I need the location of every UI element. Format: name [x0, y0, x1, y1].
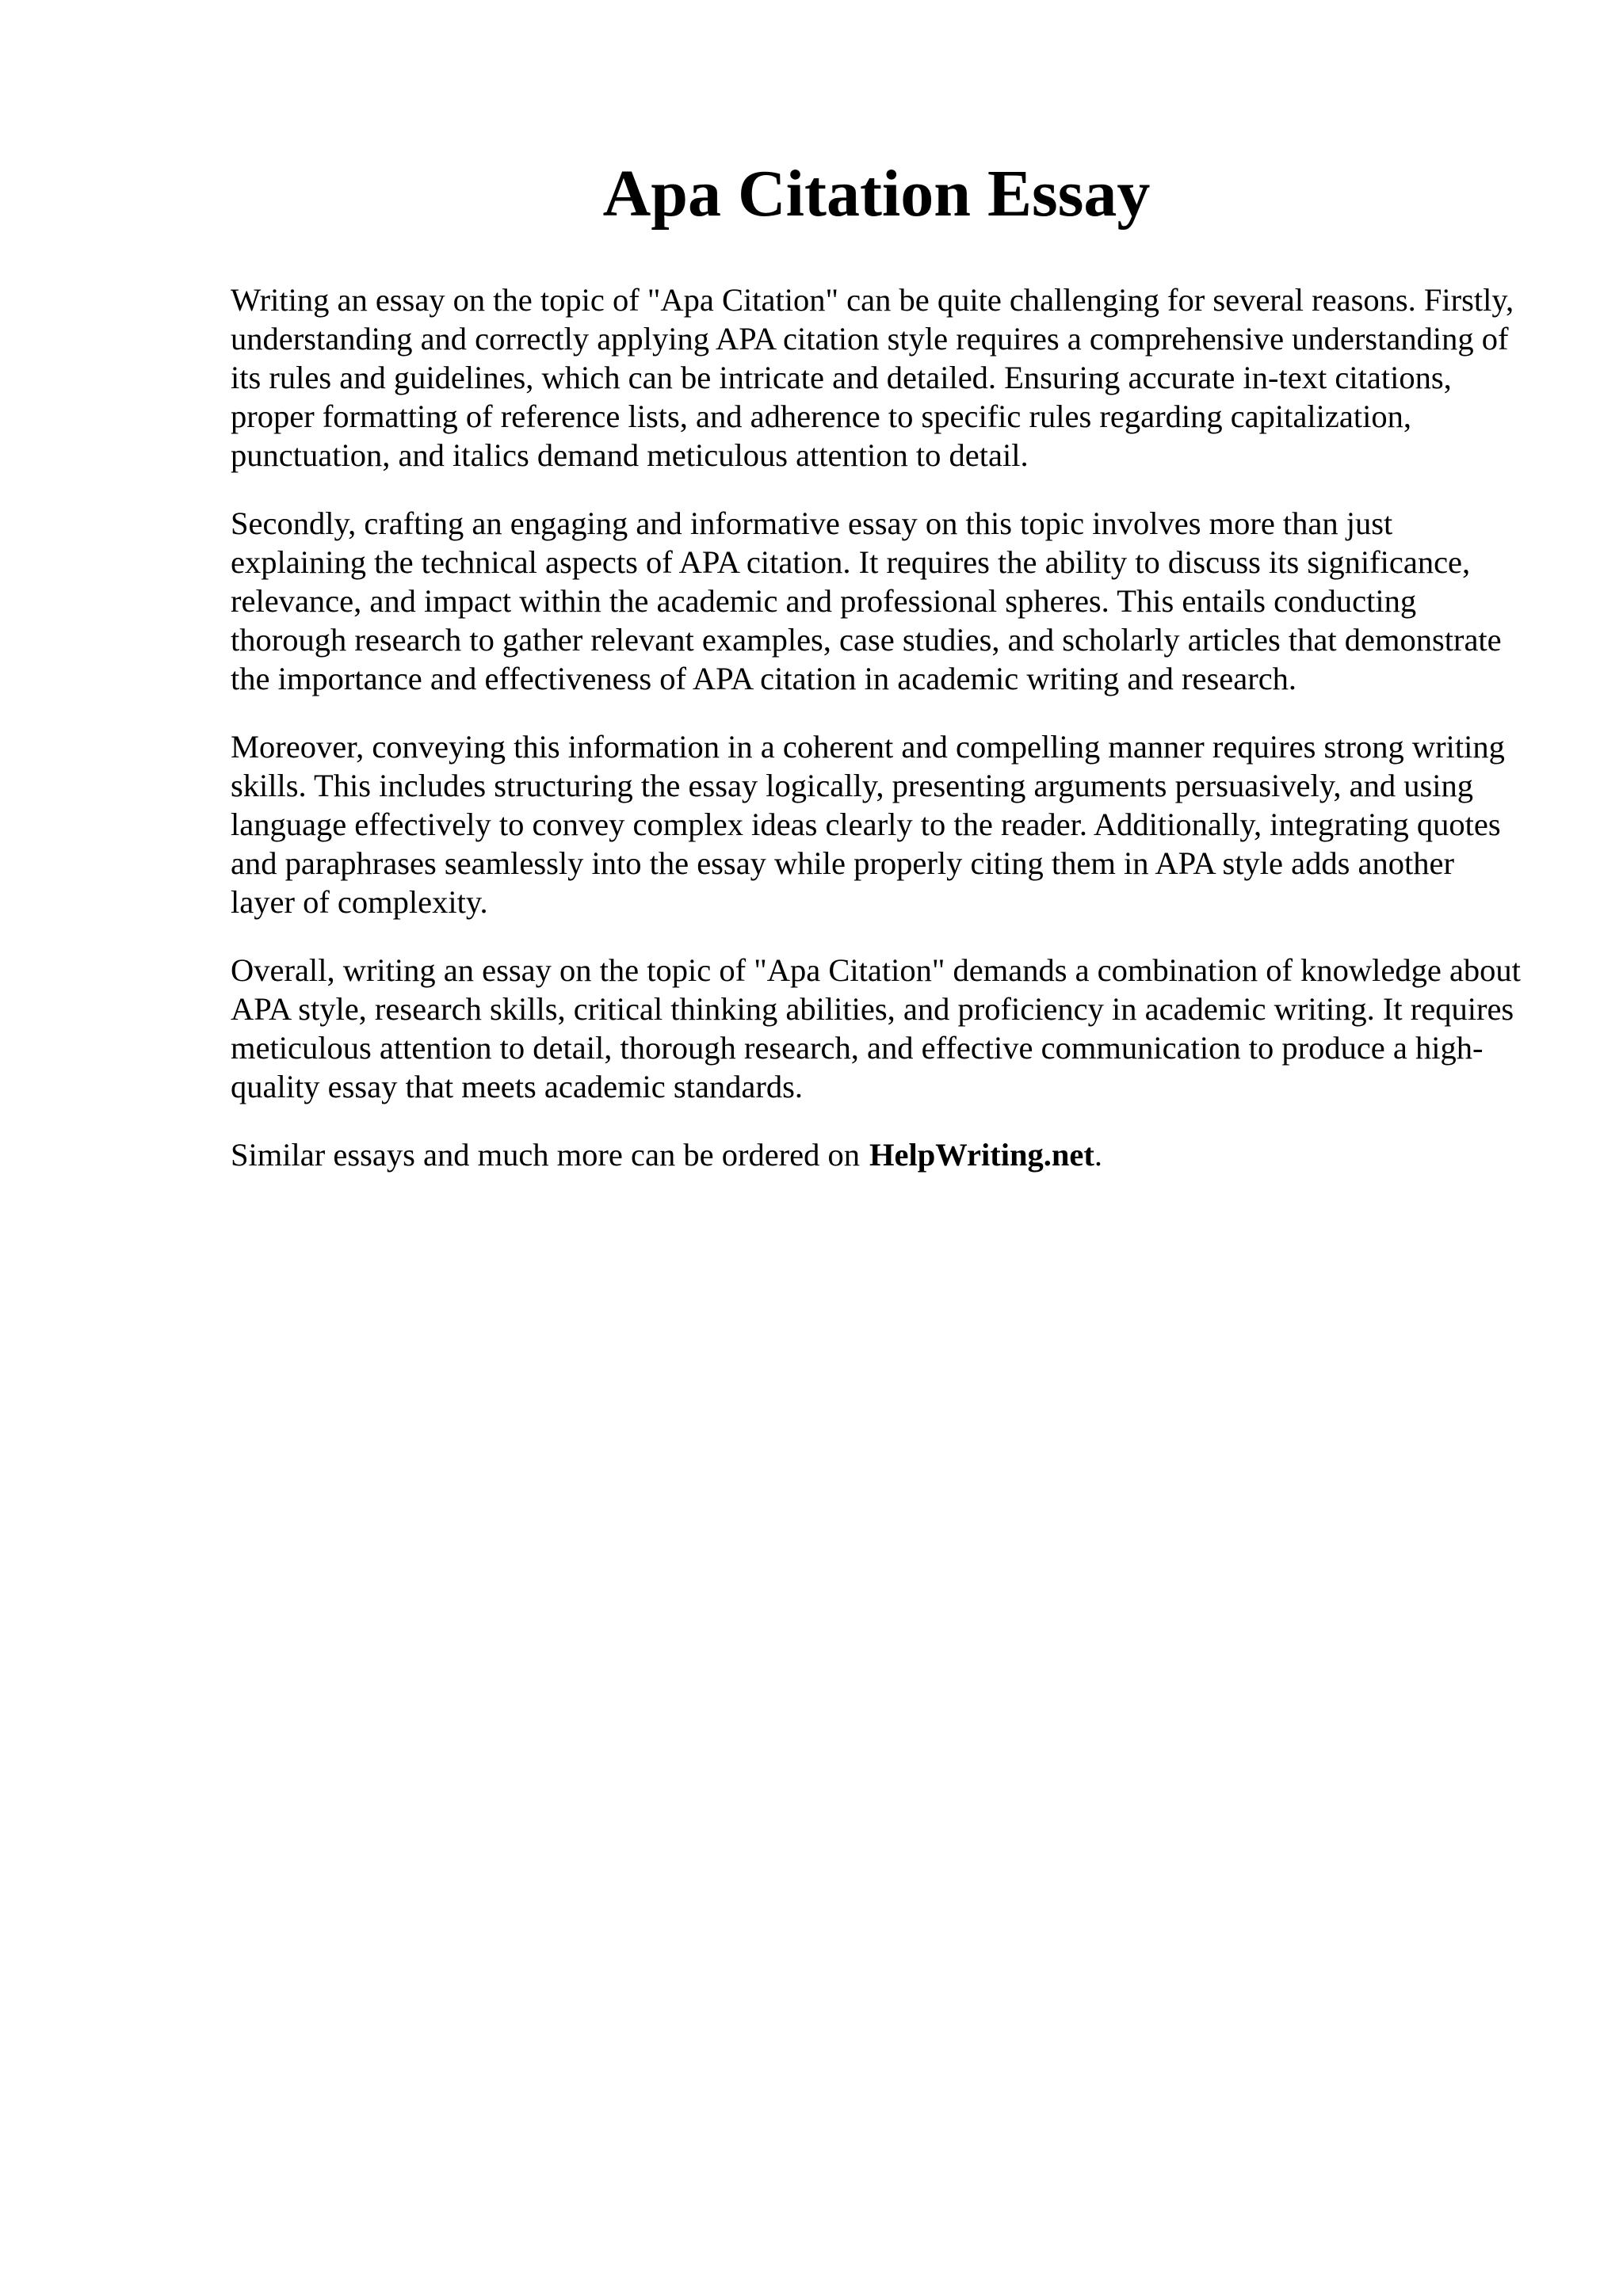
footer-suffix: . [1094, 1137, 1103, 1173]
footer-line [231, 1135, 1522, 1174]
paragraph-4: Overall, writing an essay on the topic of "Apa Citation" demands a combination of knowledge about APA style, research skills, critical thinking abilities, and proficiency in academic writing. It requires meticulous attention to detail, thorough research, and effective communication to produce a high-quality essay that meets academic standards. [231, 952, 1521, 1104]
paragraph-1: Writing an essay on the topic of "Apa Citation" can be quite challenging for several reasons. Firstly, understanding and correctly applying APA citation style requires a comprehensive understanding of its rules and guidelines, which can be intricate and detailed. Ensuring accurate in-text citations, proper formatting of reference lists, and adherence to specific rules regarding capitalization, punctuation, and italics demand meticulous attention to detail. [231, 282, 1514, 473]
paragraph-2: Secondly, crafting an engaging and informative essay on this topic involves more than just explaining the technical aspects of APA citation. It requires the ability to discuss its significance, relevance, and impact within the academic and professional spheres. This entails conducting thorough research to gather relevant examples, case studies, and scholarly articles that demonstrate the importance and effectiveness of APA citation in academic writing and research. [231, 505, 1502, 696]
footer-text: Similar essays and much more can be ordered on [231, 1137, 861, 1173]
helpwriting-link[interactable]: HelpWriting.net [869, 1137, 1094, 1173]
paragraph-3: Moreover, conveying this information in a coherent and compelling manner requires strong writing skills. This includes structuring the essay logically, presenting arguments persuasively, and using language effectively to convey complex ideas clearly to the reader. Additionally, integrating quotes and paraphrases seamlessly into the essay while properly citing them in APA style adds another layer of complexity. [231, 729, 1505, 920]
document-title: Apa Citation Essay [602, 157, 1151, 231]
document-content [231, 151, 1522, 1203]
